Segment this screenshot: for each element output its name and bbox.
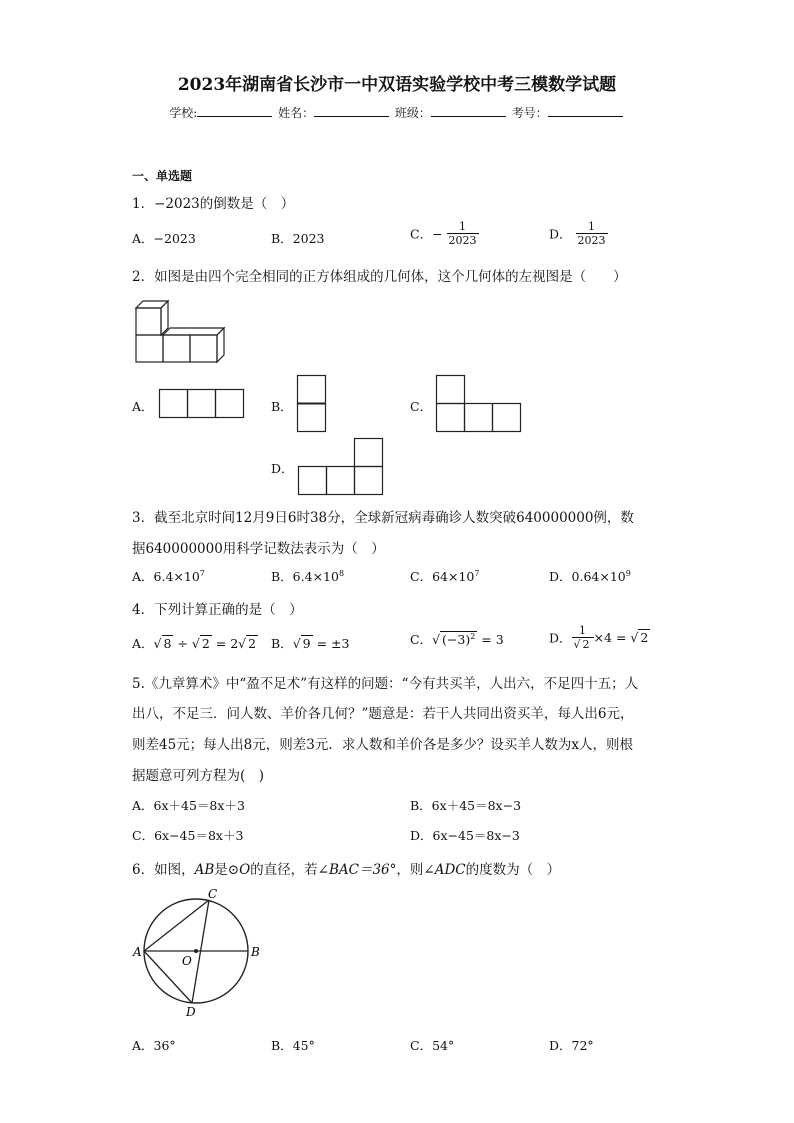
q3-option-c[interactable] xyxy=(410,567,479,585)
q4-a-label: A． xyxy=(132,636,154,651)
q6-stem-end: 的度数为（ ） xyxy=(465,862,561,878)
q2-cube-figure xyxy=(133,300,233,370)
q1-c-den: 2023 xyxy=(448,234,477,247)
class-blank[interactable] xyxy=(431,104,506,117)
q4-c-radical xyxy=(440,631,477,647)
q2-option-a-figure[interactable] xyxy=(159,389,245,419)
q3-a-exp: 7 xyxy=(199,568,205,578)
q3-b-base: B．6.4×10 xyxy=(271,569,339,584)
q4-option-d[interactable]: D． $\frac{1}{√ 2}$ ×4 = √ 2 xyxy=(549,624,649,651)
q4-option-b[interactable]: B．√ 9 = ±3 xyxy=(271,636,350,651)
q1-d-fraction xyxy=(576,220,608,247)
q4-option-a[interactable]: A．√ 8 ÷ √ 2 = 2√ 2 xyxy=(132,636,257,651)
q1-c-label: C．− xyxy=(410,226,443,242)
school-blank[interactable] xyxy=(197,104,272,117)
q5-option-b[interactable]: B．6x＋45＝8x−3 xyxy=(410,798,522,813)
label-c: C xyxy=(208,887,218,901)
student-info-line xyxy=(0,104,794,121)
q2-option-d-label[interactable]: D． xyxy=(271,461,294,476)
q2-option-d-figure[interactable] xyxy=(298,438,384,496)
q4-a-radicand1: 8 xyxy=(163,636,172,651)
q6-option-a[interactable]: A．36° xyxy=(132,1038,176,1053)
q3-option-a[interactable] xyxy=(132,567,205,585)
q6-option-b[interactable]: B．45° xyxy=(271,1038,315,1053)
q3-d-exp: 9 xyxy=(625,568,631,578)
q6-o: O xyxy=(239,862,251,878)
q4-stem: 4．下列计算正确的是（ ） xyxy=(132,602,303,618)
q4-a-radicand3: 2 xyxy=(248,636,257,651)
q6-ab: AB xyxy=(194,862,215,878)
chord-ac xyxy=(144,900,209,951)
q1-stem: 1．−2023的倒数是（ ） xyxy=(132,196,295,212)
q4-c-exp: 2 xyxy=(470,631,476,641)
q6-option-d[interactable]: D．72° xyxy=(549,1038,594,1053)
q6-stem-pre: 6．如图， xyxy=(132,862,195,878)
q4-d-fraction xyxy=(572,624,594,651)
q2-stem: 2．如图是由四个完全相同的正方体组成的几何体，这个几何体的左视图是（ ） xyxy=(132,269,627,285)
q3-a-base: A．6.4×10 xyxy=(132,569,200,584)
q3-stem-line2: 据640000000用科学记数法表示为（ ） xyxy=(132,541,385,557)
q4-a-eq: = 2 xyxy=(211,636,239,651)
name-blank[interactable] xyxy=(314,104,389,117)
q3-option-b[interactable] xyxy=(271,567,344,585)
class-label: 班级： xyxy=(394,106,431,120)
q4-d-label: D． xyxy=(549,630,572,646)
q2-option-a-label[interactable]: A． xyxy=(132,399,154,414)
q4-a-radicand2: 2 xyxy=(201,636,210,651)
q2-option-c-label[interactable]: C． xyxy=(410,399,433,414)
q1-option-a[interactable]: A．−2023 xyxy=(132,231,196,246)
q4-d-radicand: 2 xyxy=(640,630,649,645)
school-label: 学校: xyxy=(169,106,198,120)
q3-c-base: C．64×10 xyxy=(410,569,475,584)
label-b: B xyxy=(251,945,260,959)
q5-option-d[interactable]: D．6x−45＝8x−3 xyxy=(410,828,520,843)
q1-d-num: 1 xyxy=(576,220,608,234)
q3-d-base: D．0.64×10 xyxy=(549,569,626,584)
q5-stem-line4: 据题意可列方程为( ) xyxy=(132,768,265,784)
q4-b-radicand: 9 xyxy=(302,636,311,651)
q6-angle1: ∠BAC＝36° xyxy=(317,862,397,878)
section-heading: 一、单选题 xyxy=(132,169,193,183)
q5-stem-line2: 出八，不足三．问人数、羊价各几何？”题意是：若干人共同出资买羊，每人出6元， xyxy=(132,706,634,722)
q1-d-label: D． xyxy=(549,226,572,242)
q6-circle-figure xyxy=(130,885,270,1020)
q4-d-den-radicand: 2 xyxy=(582,638,590,651)
q3-option-d[interactable] xyxy=(549,567,631,585)
q5-option-c[interactable]: C．6x−45＝8x＋3 xyxy=(132,828,244,843)
q4-d-den: √ 2 xyxy=(573,638,590,651)
q4-d-mid: ×4 = xyxy=(593,630,631,645)
q2-option-b-label[interactable]: B． xyxy=(271,399,293,414)
q4-b-eq: = ±3 xyxy=(312,636,350,651)
q4-a-op: ÷ xyxy=(173,636,192,651)
q1-option-c[interactable] xyxy=(410,220,479,247)
q6-angle2: ∠ADC xyxy=(423,862,466,878)
q5-stem-line1: 5.《九章算术》中“盈不足术”有这样的问题：“今有共买羊，人出六，不足四十五；人 xyxy=(132,676,639,692)
q5-stem-line3: 则差45元；每人出8元，则差3元．求人数和羊价各是多少？设买羊人数为x人，则根 xyxy=(132,737,633,753)
q4-d-num: 1 xyxy=(572,624,594,638)
q4-b-label: B． xyxy=(271,636,293,651)
q6-stem-mid2: 的直径，若 xyxy=(250,862,318,878)
q1-d-den: 2023 xyxy=(577,234,606,247)
q6-stem-mid: 是⊙ xyxy=(214,862,240,878)
q1-c-fraction xyxy=(447,220,479,247)
label-a: A xyxy=(133,945,142,959)
q4-option-c[interactable]: C．√ $(-3)^2 = 3$ xyxy=(410,631,504,647)
q6-stem xyxy=(132,858,560,878)
q4-c-inner: (−3) xyxy=(442,632,471,647)
label-d: D xyxy=(186,1005,196,1019)
name-label: 姓名： xyxy=(278,106,315,120)
number-label: 考号： xyxy=(511,106,548,120)
q1-option-b[interactable]: B．2023 xyxy=(271,231,325,246)
q1-option-d[interactable] xyxy=(549,220,608,247)
label-o: O xyxy=(182,954,192,968)
number-blank[interactable] xyxy=(548,104,623,117)
q5-option-a[interactable]: A．6x＋45＝8x＋3 xyxy=(132,798,245,813)
q3-c-exp: 7 xyxy=(474,568,480,578)
q2-option-b-figure[interactable] xyxy=(297,375,327,433)
q4-c-eq: = 3 xyxy=(477,632,504,647)
q4-c-label: C． xyxy=(410,632,433,647)
page-title: 2023年湖南省长沙市一中双语实验学校中考三模数学试题 xyxy=(177,75,617,95)
q3-stem-line1: 3．截至北京时间12月9日6时38分，全球新冠病毒确诊人数突破640000000例，数 xyxy=(132,510,634,526)
q3-b-exp: 8 xyxy=(338,568,345,578)
q6-stem-mid3: ，则 xyxy=(396,862,424,878)
q6-option-c[interactable]: C．54° xyxy=(410,1038,455,1053)
center-point xyxy=(194,949,198,953)
q2-option-c-figure[interactable] xyxy=(436,375,522,433)
q1-c-num: 1 xyxy=(447,220,479,234)
